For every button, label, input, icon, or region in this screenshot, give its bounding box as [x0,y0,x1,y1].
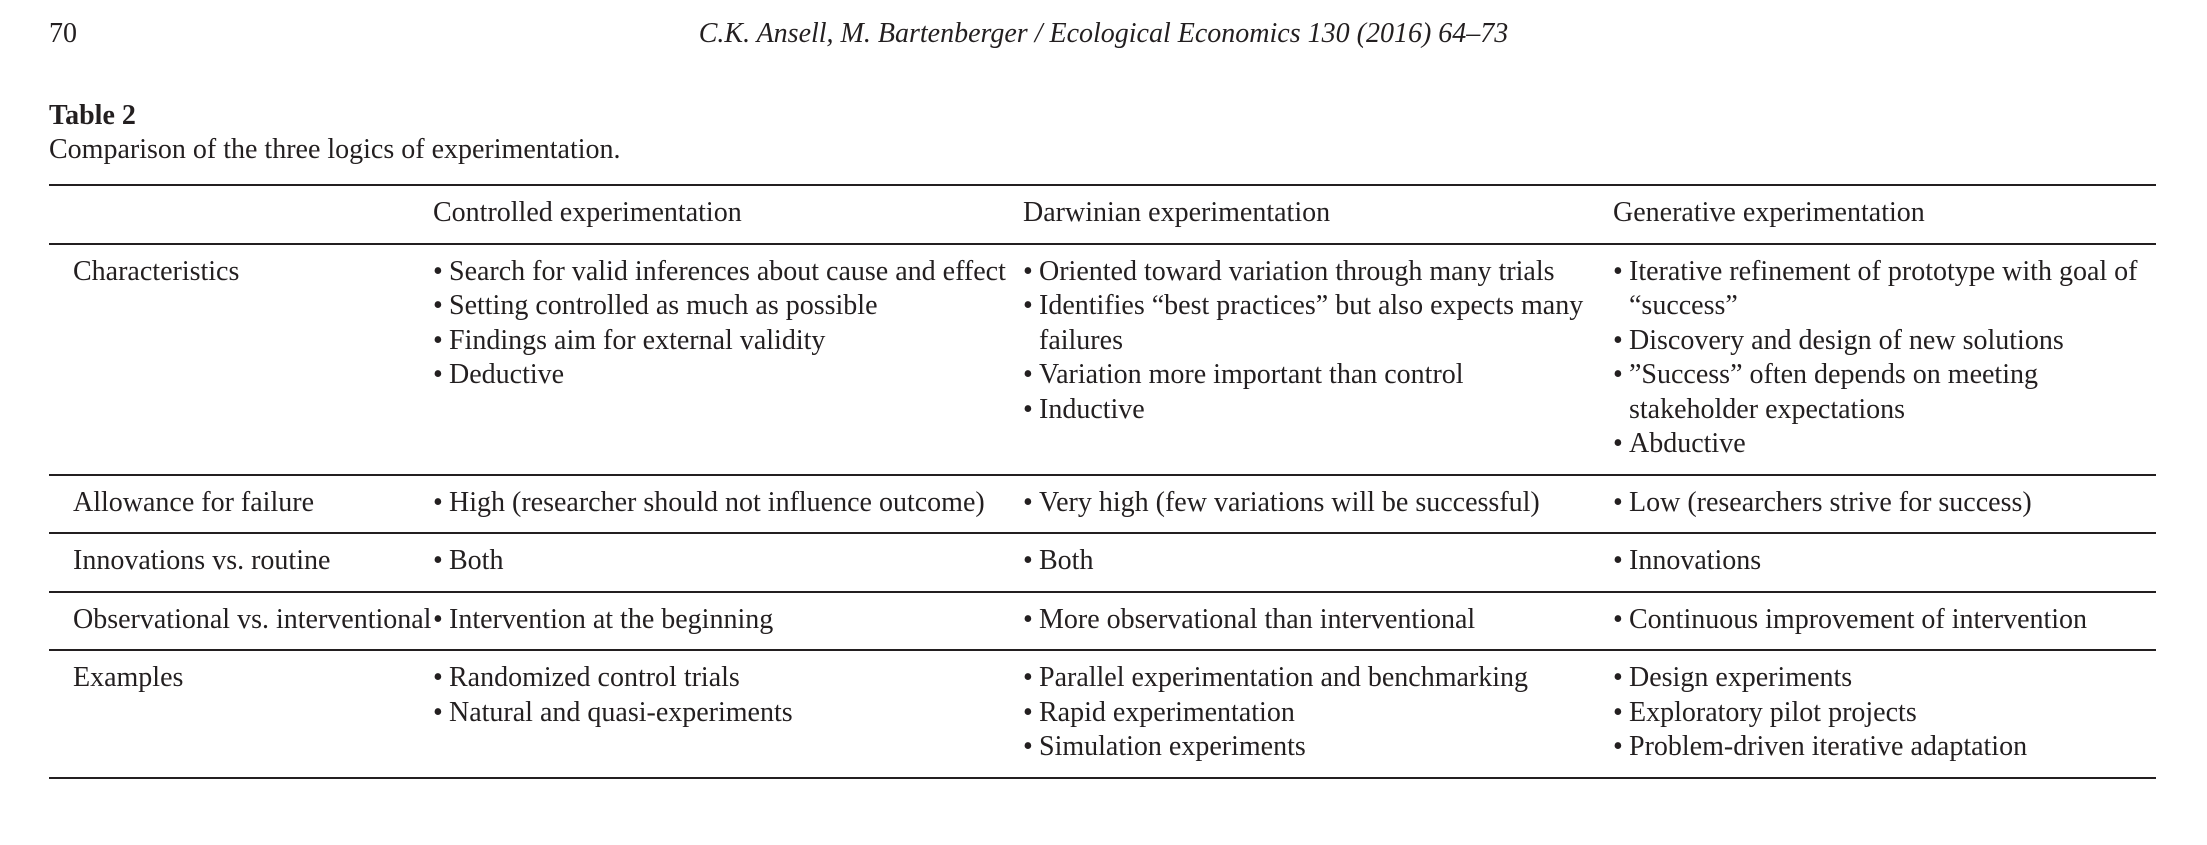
bullet-text: Parallel experimentation and benchmarking [1039,662,1529,693]
bullet-item [1023,730,1613,765]
bullet-item [433,255,1023,290]
bullet-icon: • [1023,731,1033,762]
bullet-text: Search for valid inferences about cause and effect [449,255,1006,287]
bullet-text: Iterative refinement of prototype with goal of “success” [1629,255,2138,321]
header-cell-controlled: Controlled experimentation [433,197,742,228]
bullet-list [1613,486,2156,521]
bullet-text: Randomized control trials [449,662,740,693]
table-row [49,245,2156,474]
bullet-text: Variation more important than control [1039,359,1464,390]
bullet-item [433,486,1023,521]
bullet-text: Both [449,545,504,576]
bullet-text: Deductive [449,359,565,390]
table-row [49,593,2156,650]
cell-darwinian [1023,534,1613,591]
table-body [49,245,2156,779]
bullet-text: Discovery and design of new solutions [1629,324,2064,356]
bullet-item [1613,661,2156,696]
row-label-cell [49,245,433,474]
table-caption: Comparison of the three logics of experimentation. [49,134,621,165]
bullet-text: Abductive [1629,428,1746,459]
cell-controlled [433,476,1023,533]
bullet-item [1023,696,1613,731]
bullet-list [1613,661,2156,765]
bullet-icon: • [1023,393,1033,425]
bullet-icon: • [433,662,443,693]
header-cell-empty [49,186,433,243]
bullet-icon: • [433,290,443,321]
bullet-item [433,358,1023,393]
bullet-item [433,324,1023,359]
bullet-icon: • [1613,255,1623,287]
bullet-item [1023,603,1613,638]
cell-generative [1613,651,2156,777]
bullet-item [1613,544,2156,579]
bullet-icon: • [1613,359,1623,390]
bullet-list [1023,486,1613,521]
bullet-text: Innovations [1629,545,1762,576]
table-label: Table 2 [49,100,136,131]
bullet-icon: • [433,359,443,390]
row-label: Examples [73,662,184,693]
bullet-icon: • [1023,359,1033,390]
bullet-list [433,255,1023,393]
table-row [49,534,2156,591]
cell-generative [1613,593,2156,650]
bullet-item [1023,358,1613,393]
row-label: Innovations vs. routine [73,545,331,576]
running-head: C.K. Ansell, M. Bartenberger / Ecological Economics 130 (2016) 64–73 [698,18,1509,49]
bullet-list [433,486,1023,521]
bullet-icon: • [433,545,443,576]
bullet-item [1613,730,2156,765]
row-label: Characteristics [73,255,240,287]
bullet-item [1023,486,1613,521]
bullet-item [1613,427,2156,462]
bullet-item [1613,696,2156,731]
comparison-table [49,184,2156,779]
bullet-item [1023,289,1613,358]
bullet-icon: • [1613,662,1623,693]
header-cell-darwinian: Darwinian experimentation [1023,197,1331,228]
cell-controlled [433,534,1023,591]
bullet-text: Low (researchers strive for success) [1629,486,2032,518]
bullet-list [433,603,1023,638]
bullet-text: High (researcher should not influence outcome) [449,486,985,518]
bullet-item [1613,255,2156,324]
bullet-list [1023,661,1613,765]
bullet-icon: • [433,486,443,518]
bullet-text: Oriented toward variation through many trials [1039,255,1555,287]
bullet-item [1023,661,1613,696]
bullet-text: Natural and quasi-experiments [449,696,793,728]
bullet-icon: • [1023,603,1033,635]
bullet-text: Rapid experimentation [1039,696,1295,728]
bullet-icon: • [1613,731,1623,762]
bullet-item [433,289,1023,324]
cell-generative [1613,245,2156,474]
bullet-icon: • [1613,696,1623,728]
bullet-item [433,603,1023,638]
page-number: 70 [49,18,77,49]
bullet-list [1023,603,1613,638]
bullet-text: Both [1039,545,1094,576]
row-label-cell [49,534,433,591]
bullet-list [1023,544,1613,579]
row-label-cell [49,476,433,533]
header-cell-generative: Generative experimentation [1613,197,1925,228]
bullet-text: Continuous improvement of intervention [1629,603,2088,635]
row-label-cell [49,651,433,777]
bullet-item [1023,393,1613,428]
bullet-icon: • [433,255,443,287]
bullet-text: Exploratory pilot projects [1629,696,1917,728]
bullet-item [1613,358,2156,427]
bullet-list [1023,255,1613,428]
bullet-list [1613,255,2156,462]
bullet-text: Very high (few variations will be successful) [1039,486,1540,518]
bullet-text: Findings aim for external validity [449,324,826,356]
bullet-item [1613,486,2156,521]
table-header-row [49,186,2156,243]
cell-controlled [433,245,1023,474]
row-label-cell [49,593,433,650]
row-label: Allowance for failure [73,486,314,518]
bullet-icon: • [1023,290,1033,321]
cell-controlled [433,593,1023,650]
cell-generative [1613,534,2156,591]
bullet-icon: • [1023,696,1033,728]
bullet-text: Intervention at the beginning [449,603,774,635]
bullet-icon: • [1613,486,1623,518]
bullet-item [433,661,1023,696]
table-row [49,476,2156,533]
bullet-icon: • [1613,324,1623,356]
bullet-item [1613,603,2156,638]
bullet-item [433,696,1023,731]
bullet-text: ”Success” often depends on meeting stakeholder expectations [1629,359,2038,425]
bullet-icon: • [1023,662,1033,693]
table-row-rule [49,777,2156,779]
bullet-list [433,544,1023,579]
cell-generative [1613,476,2156,533]
bullet-text: Design experiments [1629,662,1853,693]
table-row [49,651,2156,777]
bullet-item [1613,324,2156,359]
bullet-text: Problem-driven iterative adaptation [1629,731,2028,762]
bullet-icon: • [1613,428,1623,459]
bullet-item [433,544,1023,579]
bullet-text: More observational than interventional [1039,603,1476,635]
bullet-icon: • [433,696,443,728]
cell-darwinian [1023,245,1613,474]
cell-darwinian [1023,476,1613,533]
bullet-icon: • [433,603,443,635]
bullet-icon: • [1023,486,1033,518]
bullet-list [433,661,1023,730]
bullet-list [1613,603,2156,638]
bullet-icon: • [1613,545,1623,576]
bullet-text: Inductive [1039,393,1145,425]
row-label: Observational vs. interventional [73,603,432,635]
bullet-text: Identifies “best practices” but also expects many failures [1039,290,1584,356]
bullet-list [1613,544,2156,579]
bullet-item [1023,544,1613,579]
bullet-item [1023,255,1613,290]
cell-darwinian [1023,593,1613,650]
bullet-icon: • [1023,545,1033,576]
bullet-icon: • [433,324,443,356]
bullet-text: Simulation experiments [1039,731,1306,762]
cell-darwinian [1023,651,1613,777]
bullet-icon: • [1613,603,1623,635]
cell-controlled [433,651,1023,777]
bullet-text: Setting controlled as much as possible [449,290,878,321]
bullet-icon: • [1023,255,1033,287]
